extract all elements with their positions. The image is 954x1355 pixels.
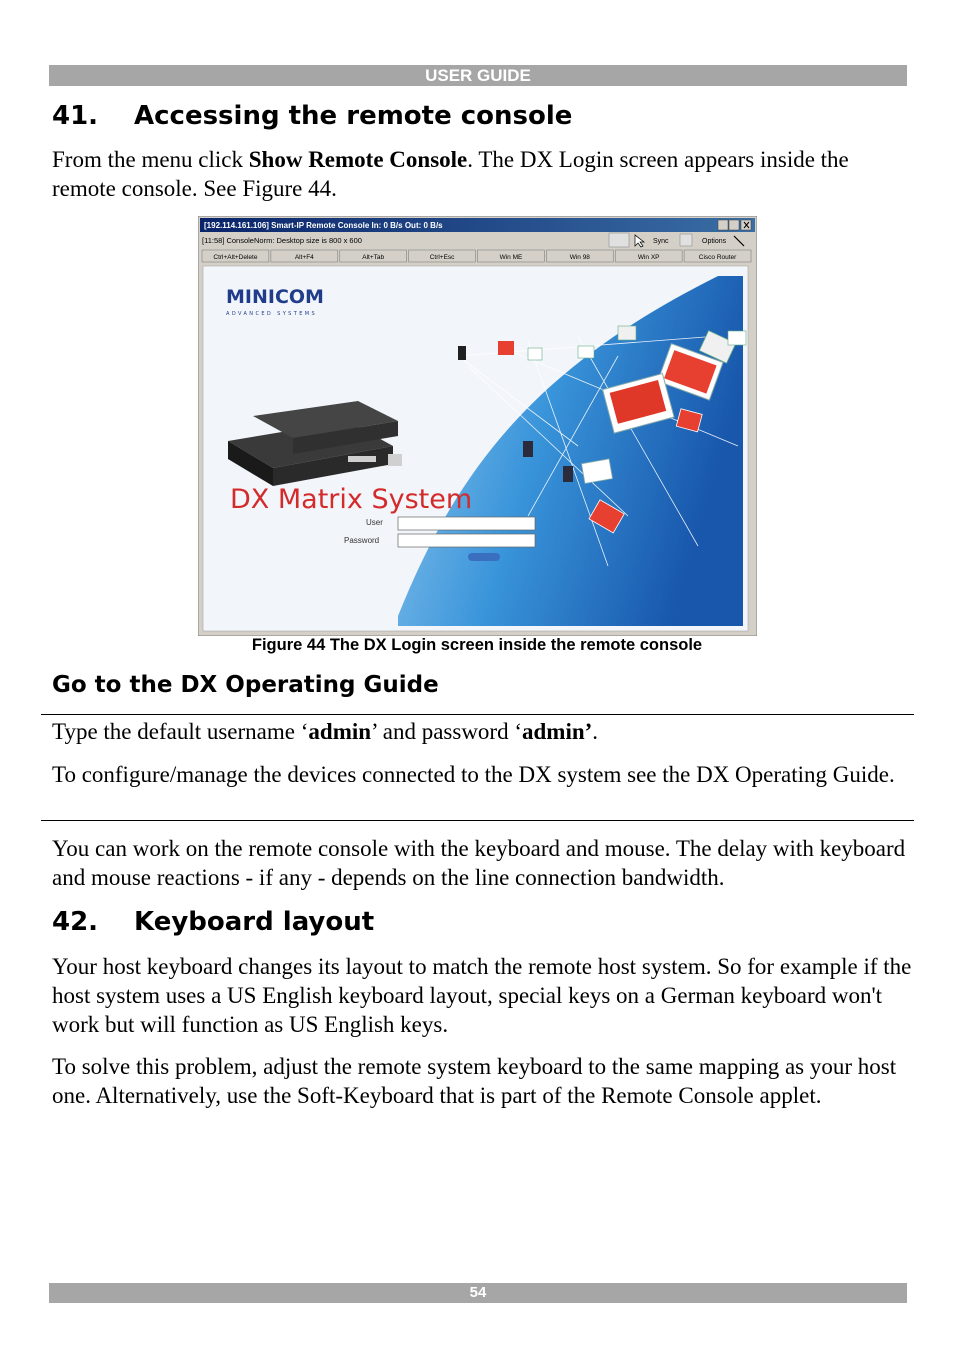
hotkey-button[interactable] bbox=[271, 250, 338, 262]
hotkey-button[interactable] bbox=[684, 250, 751, 262]
password-label: Password bbox=[344, 536, 380, 545]
header-label: USER GUIDE bbox=[425, 66, 531, 85]
hotkey-button-label: Alt+F4 bbox=[294, 254, 314, 261]
maximize-icon[interactable] bbox=[729, 220, 739, 230]
hotkey-button[interactable] bbox=[202, 250, 269, 262]
window-title-text: [192.114.161.106] Smart-IP Remote Console In: 0 B/s Out: 0 B/s bbox=[204, 221, 443, 230]
section-41-title: Accessing the remote console bbox=[134, 101, 573, 131]
hotkey-button-label: Win 98 bbox=[569, 254, 590, 261]
note-text: ’ and password ‘ bbox=[371, 719, 522, 744]
console-status-text: [11:58] ConsoleNorm: Desktop size is 800 x 600 bbox=[202, 236, 362, 245]
para-text: From the menu click bbox=[52, 147, 249, 172]
keyboard-layout-paragraph-1: Your host keyboard changes its layout to match the remote host system. So for example if the host system uses a US English keyboard layout, special keys on a German keyboard won't work but will function as US English keys. bbox=[52, 954, 912, 1037]
default-username: admin bbox=[308, 719, 372, 744]
hotkey-button-label: Win XP bbox=[637, 254, 660, 261]
login-button[interactable] bbox=[468, 553, 500, 561]
section-42-title: Keyboard layout bbox=[134, 907, 375, 937]
note-credentials bbox=[52, 717, 912, 746]
hotkey-button[interactable] bbox=[546, 250, 613, 262]
remote-console-usage-paragraph: You can work on the remote console with the keyboard and mouse. The delay with keyboard and mouse reactions - if any - depends on the line connection bandwidth. bbox=[52, 836, 906, 890]
section-42-number: 42. bbox=[52, 907, 99, 937]
note-text: . bbox=[592, 719, 599, 744]
hotkey-button-label: Cisco Router bbox=[698, 254, 737, 261]
dx-matrix-system-title: DX Matrix System bbox=[230, 484, 473, 515]
remote-console-screenshot bbox=[198, 216, 757, 636]
hotkey-button[interactable] bbox=[340, 250, 407, 262]
para-text: . The DX Login screen appears inside the remote console. See Figure 44. bbox=[52, 147, 849, 201]
default-password: admin’ bbox=[522, 719, 593, 744]
hotkey-button-label: Win ME bbox=[499, 254, 523, 261]
hotkey-button[interactable] bbox=[478, 250, 545, 262]
section-41-number: 41. bbox=[52, 101, 99, 131]
page-number: 54 bbox=[469, 1284, 487, 1301]
header-bar bbox=[49, 65, 907, 86]
minimize-icon[interactable] bbox=[718, 220, 728, 230]
note-operating-guide: To configure/manage the devices connected to the DX system see the DX Operating Guide. bbox=[52, 762, 895, 787]
section-42-heading bbox=[52, 906, 374, 938]
footer-bar bbox=[49, 1283, 907, 1303]
note-top-rule bbox=[41, 714, 914, 715]
minicom-tagline: ADVANCED SYSTEMS bbox=[226, 311, 318, 317]
monitor-icon[interactable] bbox=[609, 233, 629, 247]
show-remote-console-label: Show Remote Console bbox=[248, 147, 468, 172]
hotkey-button-label: Ctrl+Esc bbox=[429, 254, 455, 261]
figure-caption: Figure 44 The DX Login screen inside the remote console bbox=[251, 636, 703, 654]
hotkey-button-label: Ctrl+Alt+Delete bbox=[213, 254, 258, 261]
subsection-heading: Go to the DX Operating Guide bbox=[52, 672, 439, 698]
mouse-icon[interactable] bbox=[680, 234, 692, 246]
note-text: Type the default username ‘ bbox=[52, 719, 309, 744]
user-label: User bbox=[366, 518, 383, 527]
user-input[interactable] bbox=[398, 517, 535, 530]
sync-button[interactable]: Sync bbox=[653, 238, 669, 245]
window-controls bbox=[718, 220, 751, 230]
minicom-logo: MINICOM bbox=[226, 286, 324, 308]
password-input[interactable] bbox=[398, 534, 535, 547]
section-41-heading bbox=[52, 100, 572, 132]
options-button[interactable]: Options bbox=[702, 238, 727, 245]
keyboard-layout-paragraph-2: To solve this problem, adjust the remote system keyboard to the same mapping as your host one. Alternatively, use the Soft-Keyboard that is part of the Remote Console applet. bbox=[52, 1054, 897, 1108]
hotkey-button[interactable] bbox=[615, 250, 682, 262]
note-bottom-rule bbox=[41, 820, 914, 821]
hotkey-button-label: Alt+Tab bbox=[362, 254, 385, 261]
section-41-paragraph bbox=[52, 145, 912, 203]
hotkey-button[interactable] bbox=[409, 250, 476, 262]
